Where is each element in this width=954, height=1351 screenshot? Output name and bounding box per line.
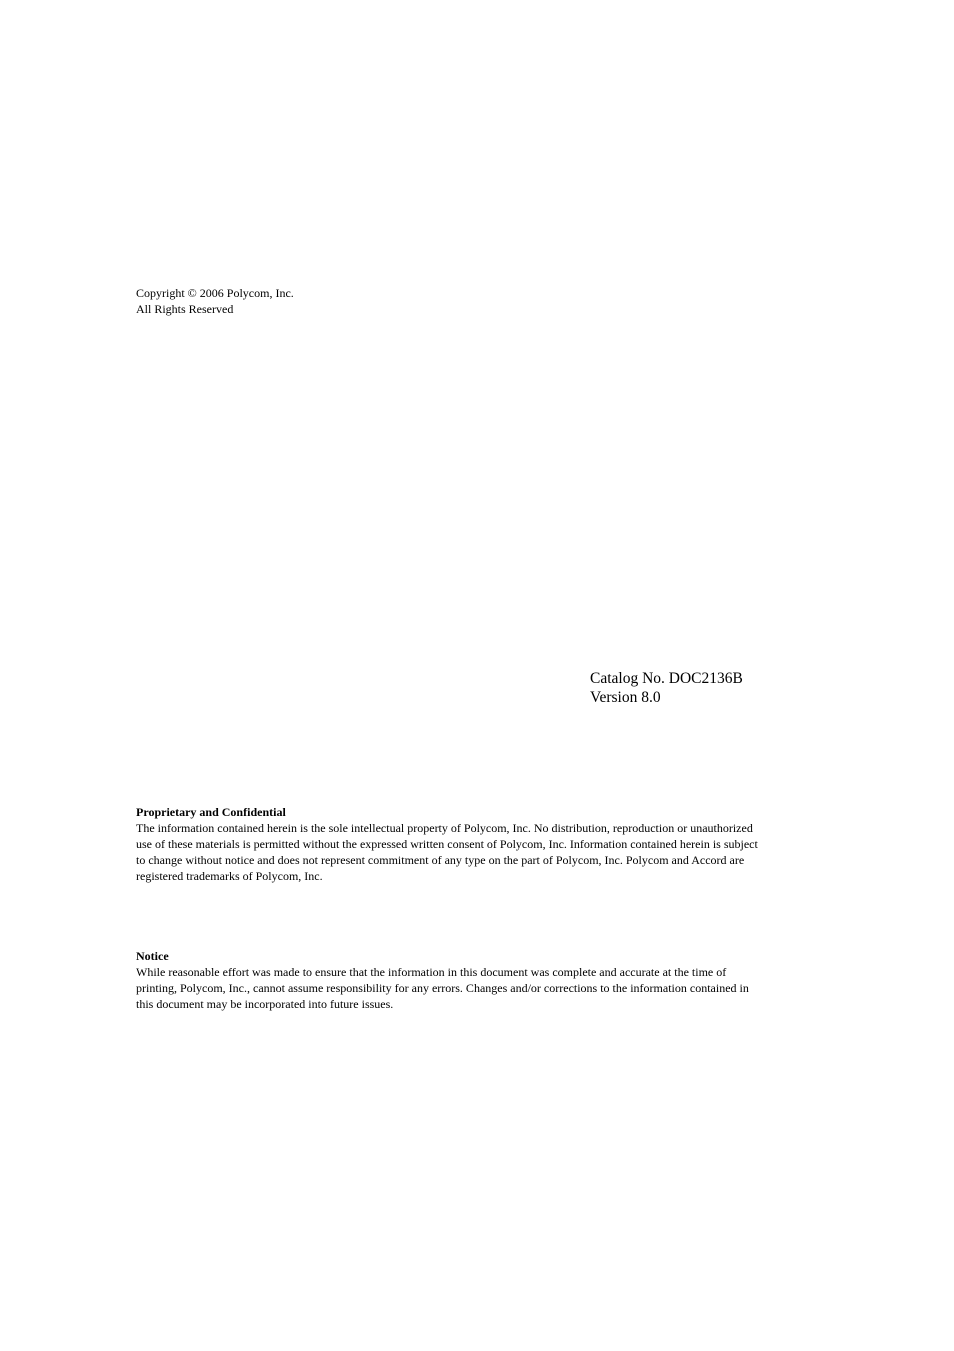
catalog-number: Catalog No. DOC2136B	[590, 670, 743, 687]
proprietary-text-line: The information contained herein is the sole intellectual property of Polycom, Inc. No distribution, reproduction or unauthorized	[136, 821, 753, 835]
catalog-block	[590, 669, 743, 707]
copyright-block	[136, 285, 294, 317]
copyright-line: Copyright © 2006 Polycom, Inc.	[136, 286, 294, 300]
notice-text-line: printing, Polycom, Inc., cannot assume responsibility for any errors. Changes and/or corrections to the information contained in	[136, 981, 749, 995]
proprietary-text-line: use of these materials is permitted without the expressed written consent of Polycom, Inc. Information contained herein is subject	[136, 837, 758, 851]
proprietary-text-line: registered trademarks of Polycom, Inc.	[136, 869, 323, 883]
notice-heading: Notice	[136, 949, 169, 963]
proprietary-text-line: to change without notice and does not represent commitment of any type on the part of Polycom, Inc. Polycom and Accord are	[136, 853, 745, 867]
proprietary-heading: Proprietary and Confidential	[136, 805, 286, 819]
version-number: Version 8.0	[590, 689, 661, 706]
notice-text-line: While reasonable effort was made to ensure that the information in this document was complete and accurate at the time of	[136, 965, 727, 979]
proprietary-section	[136, 804, 796, 884]
notice-section	[136, 948, 796, 1012]
notice-text-line: this document may be incorporated into future issues.	[136, 997, 394, 1011]
rights-reserved-line: All Rights Reserved	[136, 302, 234, 316]
